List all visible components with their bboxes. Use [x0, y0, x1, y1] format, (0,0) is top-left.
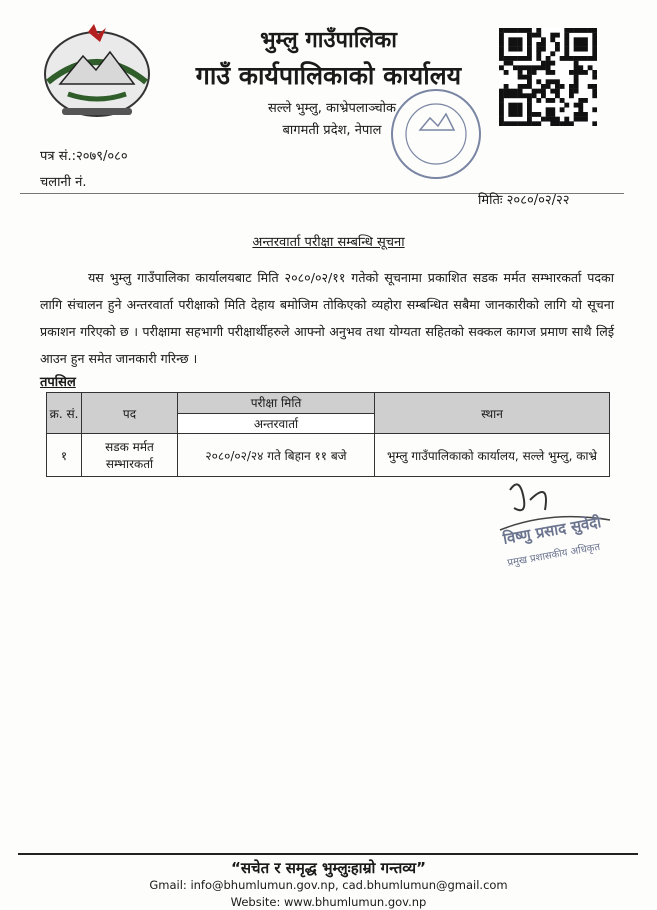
footer-motto: “सचेत र समृद्ध भुम्लुःहाम्रो गन्तव्य” [231, 859, 426, 877]
row-date: २०८०/०२/२४ गते बिहान ११ बजे [178, 434, 375, 477]
header-venue: स्थान [375, 393, 610, 434]
row-post: सडक मर्मत सम्भारकर्ता [82, 434, 178, 477]
signature-stamp [490, 470, 640, 580]
letter-number: पत्र सं.:२०७९/०८० [40, 149, 128, 164]
schedule-table [46, 392, 610, 477]
footer-email: Gmail: info@bhumlumun.gov.np, cad.bhumlumun@gmail.com [149, 878, 508, 892]
letter-date: मितिः २०८०/०२/२२ [478, 193, 570, 208]
header-post: पद [82, 393, 178, 434]
notice-subject: अन्तरवार्ता परीक्षा सम्बन्धि सूचना [252, 235, 405, 250]
row-sn: १ [47, 434, 82, 477]
row-venue: भुम्लु गाउँपालिकाको कार्यालय, सल्ले भुम्लु, काभ्रे [375, 434, 610, 477]
office-subtitle: गाउँ कार्यपालिकाको कार्यालय [195, 61, 462, 90]
dispatch-number: चलानी नं. [40, 175, 87, 190]
address-line-2: बागमती प्रदेश, नेपाल [282, 123, 382, 138]
signatory-name: विष्णु प्रसाद सुवेदी [501, 512, 603, 548]
footer-website: Website: www.bhumlumun.gov.np [230, 895, 427, 909]
footer-divider [18, 853, 638, 855]
notice-body: यस भुम्लु गाउँपालिका कार्यालयबाट मिति २०८०/०२/११ गतेको सूचनामा प्रकाशित सडक मर्मत सम्भारकर्ता पदका लागि संचालन हुने अन्तरवार्ता परीक्षाको मिति देहाय बमोजिम तोकिएको व्यहोरा सम्बन्धित सबैमा जानकारीको लागि यो सूचना प्रकाशन गरिएको छ । परीक्षामा सहभागी परीक्षार्थीहरुले आफ्नो अनुभव तथा योग्यता सहितको सक्कल कागज प्रमाण साथै लिई आउन हुन समेत जानकारी गरिन्छ । [40, 270, 614, 366]
office-stamp [388, 86, 484, 182]
header-interview: अन्तरवार्ता [178, 413, 375, 434]
header-exam-date: परीक्षा मिति [178, 393, 375, 414]
address-line-1: सल्ले भुम्लु, काभ्रेपलाञ्चोक [267, 101, 397, 116]
office-name: भुम्लु गाउँपालिका [260, 28, 397, 53]
signatory-designation: प्रमुख प्रशासकीय अधिकृत [506, 541, 601, 569]
header-sn: क्र. सं. [47, 393, 82, 434]
details-heading: तपसिल [40, 375, 76, 390]
qr-code [499, 28, 597, 126]
